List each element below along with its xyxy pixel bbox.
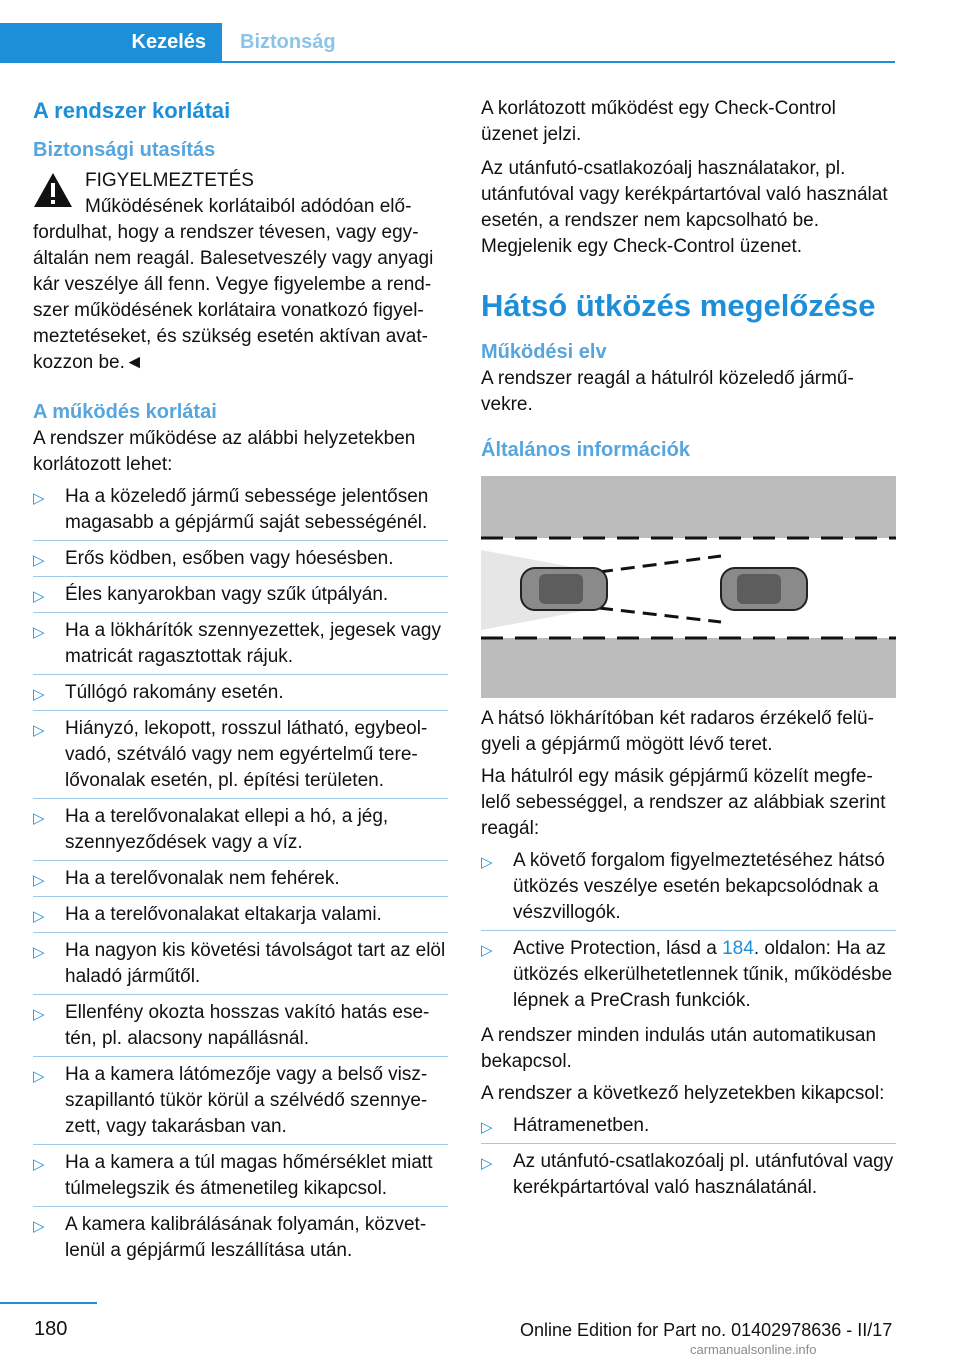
bullet-triangle-icon: ▷ (33, 1068, 45, 1085)
heading-system-limits: A rendszer korlátai (33, 98, 231, 123)
list-item: ▷ Hiányzó, lekopott, rosszul látható, egybeolvadó, szétváló vagy nem egyértelmű terelővonalak esetén, pl. építési területen. (33, 716, 448, 799)
tab-biztonsag[interactable]: Biztonság (240, 31, 336, 53)
right-column (481, 96, 896, 1210)
left-column (33, 96, 448, 1273)
heading-safety-instructions: Biztonsági utasítás (33, 139, 216, 161)
bullet-triangle-icon: ▷ (481, 942, 493, 959)
bullet-triangle-icon: ▷ (33, 686, 45, 703)
figure-caption: A hátsó lökhárítóban két radaros érzékelő felügyeli a gépjármű mögött lévő teret. (481, 708, 874, 755)
list-item: ▷ Ha nagyon kis követési távolságot tart az elöl haladó járműtől. (33, 938, 448, 995)
heading-operation-limits: A működés korlátai (33, 401, 217, 423)
list-item: ▷ Active Protection, lásd a 184. oldalon: Ha az ütközés elkerülhetetlennek tűnik, működésbe lépnek a PreCrash funkciók. (481, 938, 893, 1011)
paragraph-trailer: Az utánfutó-csatlakozóalj használatakor, pl. utánfutóval vagy kerékpártartóval való használat esetén, a rendszer nem kapcsolható be. Megjelenik egy Check-Control üzenet. (481, 158, 888, 257)
list-item: ▷ Éles kanyarokban vagy szűk útpályán. (33, 582, 448, 613)
heading-rear-collision: Hátsó ütközés megelőzése (481, 288, 876, 323)
list-item: ▷ Ha a kamera látómezője vagy a belső viszszapillantó tükör körül a szélvédő szennyezett, vagy takarásban van. (33, 1062, 448, 1145)
list-item: ▷ Az utánfutó-csatlakozóalj pl. utánfutóval vagy kerékpártartóval való használatánál. (481, 1151, 894, 1198)
paragraph-switch-off: A rendszer a következő helyzetekben kikapcsol: (481, 1083, 885, 1104)
rear-radar-illustration (481, 476, 896, 698)
list-item: ▷ Ha a terelővonalakat eltakarja valami. (33, 902, 448, 933)
edition-note: Online Edition for Part no. 01402978636 - II/17 (520, 1320, 893, 1340)
list-item: ▷ Túllógó rakomány esetén. (33, 680, 448, 711)
heading-principle: Működési elv (481, 341, 607, 363)
warning-title: FIGYELMEZTETÉS (85, 170, 254, 191)
paragraph-approach: Ha hátulról egy másik gépjármű közelít megfelelő sebességgel, a rendszer az alábbiak szerint reagál: (481, 766, 886, 839)
bullet-triangle-icon: ▷ (33, 810, 45, 827)
bullet-triangle-icon: ▷ (33, 872, 45, 889)
bullet-triangle-icon: ▷ (33, 624, 45, 641)
warning-text: Működésének korlátaiból adódóan előfordulhat, hogy a rendszer tévesen, vagy egyáltalán nem reagál. Balesetveszély vagy anyagi kár veszélye áll fenn. Vegye figyelembe a rendszer működésének korlátaira vonatkozó figyelmeztetéseket, és szükség esetén aktívan avatkozzon be.◄ (33, 196, 434, 373)
list-item: ▷ Erős ködben, esőben vagy hóesésben. (33, 546, 448, 577)
bullet-triangle-icon: ▷ (33, 552, 45, 569)
list-item: ▷ Ha a terelővonalak nem fehérek. (33, 866, 448, 897)
car-front-icon (721, 568, 807, 610)
list-item: ▷ A kamera kalibrálásának folyamán, közvetlenül a gépjármű leszállítása után. (33, 1214, 427, 1261)
list-item: ▷ Ha a terelővonalakat ellepi a hó, a jég, szennyeződések vagy a víz. (33, 804, 448, 861)
tab-kezeles[interactable]: Kezelés (0, 23, 222, 62)
list-item: ▷ Hátramenetben. (481, 1113, 896, 1144)
header-divider (0, 61, 895, 63)
bullet-triangle-icon: ▷ (481, 854, 493, 871)
paragraph-check-control: A korlátozott működést egy Check-Control üzenet jelzi. (481, 98, 836, 145)
switch-off-list (481, 1113, 896, 1205)
list-item: ▷ Ha a lökhárítók szennyezettek, jegesek vagy matricát ragasztottak rájuk. (33, 618, 448, 675)
footer-divider (0, 1302, 97, 1304)
page-number: 180 (34, 1318, 68, 1340)
bullet-triangle-icon: ▷ (481, 1119, 493, 1136)
bullet-triangle-icon: ▷ (33, 588, 45, 605)
header-bar (0, 0, 960, 62)
principle-text: A rendszer reagál a hátulról közeledő járművekre. (481, 368, 854, 415)
road-diagram (481, 476, 896, 698)
limits-list (33, 484, 448, 1268)
bullet-triangle-icon: ▷ (33, 722, 45, 739)
reaction-list (481, 848, 896, 1018)
bullet-triangle-icon: ▷ (33, 490, 45, 507)
warning-block (33, 168, 448, 376)
watermark: carmanualsonline.info (690, 1342, 817, 1357)
heading-general-info: Általános információk (481, 439, 690, 461)
bullet-triangle-icon: ▷ (33, 1218, 45, 1235)
bullet-triangle-icon: ▷ (33, 944, 45, 961)
bullet-triangle-icon: ▷ (33, 908, 45, 925)
bullet-triangle-icon: ▷ (481, 1155, 493, 1172)
car-rear-icon (521, 568, 607, 610)
bullet-triangle-icon: ▷ (33, 1006, 45, 1023)
warning-triangle-icon (33, 172, 73, 208)
limits-intro: A rendszer működése az alábbi helyzetekben korlátozott lehet: (33, 428, 416, 475)
page-link-184[interactable]: 184 (722, 938, 754, 959)
list-item: ▷ Ha a közeledő jármű sebessége jelentősen magasabb a gépjármű saját sebességénél. (33, 484, 448, 541)
paragraph-auto-on: A rendszer minden indulás után automatikusan bekapcsol. (481, 1025, 877, 1072)
list-item: ▷ Ellenfény okozta hosszas vakító hatás esetén, pl. alacsony napállásnál. (33, 1000, 448, 1057)
list-item: ▷ Ha a kamera a túl magas hőmérséklet miatt túlmelegszik és átmenetileg kikapcsol. (33, 1150, 448, 1207)
list-item: ▷ A követő forgalom figyelmeztetéséhez hátsó ütközés veszélye esetén bekapcsolódnak a vészvillogók. (481, 848, 896, 931)
bullet-triangle-icon: ▷ (33, 1156, 45, 1173)
